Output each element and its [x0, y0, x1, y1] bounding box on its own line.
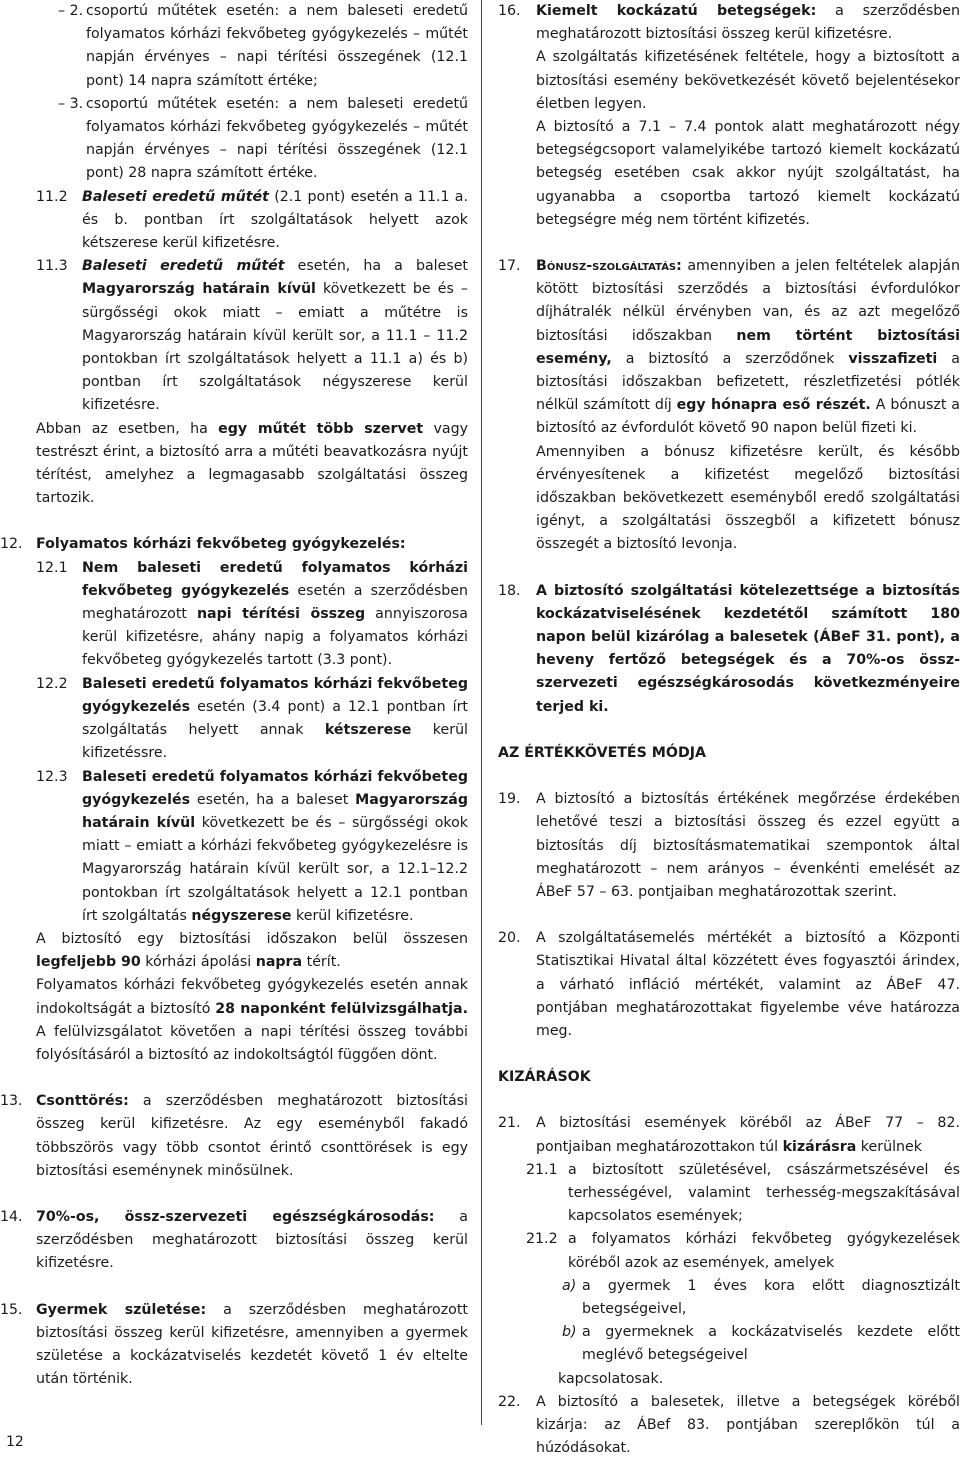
section-18: 18. A biztosító szolgáltatási kötelezettsége a biztosítás kockázatviselésének kezdetétől számított 180 napon belül kizárólag a balesetek (ÁBeF 31. pont), a heveny fertőző betegségek és a 70%-os össz-szervezeti egészségkárosodás következményeire terjed ki.: [498, 582, 960, 715]
section-12: 12. Folyamatos kórházi fekvőbeteg gyógykezelés:: [0, 536, 406, 553]
section-21-2-b: b) a gyermeknek a kockázatviselés kezdete előtt meglévő betegségeivel: [562, 1324, 960, 1364]
list-item-dash-2: – 2. csoportú műtétek esetén: a nem baleseti eredetű folyamatos kórházi fekvőbeteg gyógykezelés – műtét napján érvényes – napi térítési összegének (12.1 pont) 14 napra számított értéke;: [58, 3, 468, 89]
section-15: 15. Gyermek születése: a szerződésben meghatározott biztosítási összeg kerül kifizetésre, amennyiben a gyermek születése a kockázatviselés kezdetét követő 1 év eltelte után történik.: [0, 1301, 468, 1388]
section-12-1: 12.1 Nem baleseti eredetű folyamatos kórházi fekvőbeteg gyógykezelés esetén a szerződésben meghatározott napi térítési összeg annyiszorosa kerül kifizetésre, ahány napig a folyamatos kórházi fekvőbeteg gyógykezelés tartott (3.3 pont).: [36, 559, 468, 669]
heading-exclusions: KIZÁRÁSOK: [498, 1069, 591, 1086]
section-11-3: 11.3 Baleseti eredetű műtét esetén, ha a baleset Magyarország határain kívül következett be és – sürgősségi okok miatt – emiatt a műtétre is Magyarország határain kívül került sor, a 11.1 – 11.2 pontokban írt szolgáltatások helyett a 11.1 a) és b) pontban írt szolgáltatások négyszerese kerül kifizetésre.: [36, 258, 469, 414]
paragraph-max-days: A biztosító egy biztosítási időszakon belül összesen legfeljebb 90 kórházi ápolási napra térít.: [36, 930, 468, 971]
section-19: 19. A biztosító a biztosítás értékének megőrzése érdekében lehetővé teszi a biztosítási összeg és ezzel együtt a biztosítás díj biztosításmatematikai szempontok által meghatározott – nem arányos – évenkénti emelését az ÁBeF 57 – 63. pontjaiban meghatározottak szerint.: [498, 791, 960, 900]
section-21: 21. A biztosítási események köréből az ÁBeF 77 – 82. pontjaiban meghatározottakon túl kizárásra kerülnek: [498, 1115, 960, 1155]
section-12-3: 12.3 Baleseti eredetű folyamatos kórházi fekvőbeteg gyógykezelés esetén, ha a baleset Magyarország határain kívül következett be és – sürgősségi okok miatt – emiatt a kórházi fekvőbeteg gyógykezelésre is Magyarország határain kívül került sor, a 12.1–12.2 pontokban írt szolgáltatások helyett a 12.1 pontban írt szolgáltatás négyszerese kerül kifizetésre.: [36, 768, 468, 924]
section-21-2-a: a) a gyermek 1 éves kora előtt diagnosztizált betegségeivel,: [562, 1277, 960, 1317]
section-21-1: 21.1 a biztosított születésével, császármetszésével és terhességével, valamint terhesség-megszakításával kapcsolatos események;: [526, 1161, 960, 1225]
section-21-2-b-end: kapcsolatosak.: [558, 1370, 664, 1387]
column-divider: [481, 0, 482, 1425]
section-16: 16. Kiemelt kockázatú betegségek: a szerződésben meghatározott biztosítási összeg kerül kifizetésre. A szolgáltatás kifizetésének feltétele, hogy a biztosított a biztosítási esemény bekövetkezését követő bejelentésekor életben legyen. A biztosító a 7.1 – 7.4 pontok alatt meghatározott négy betegségcsoport valamelyikébe tartozó kiemelt kockázatú betegség esetében csak akkor nyújt szolgáltatást, ha ugyanabba a csoportba tartozó kiemelt kockázatú betegségre még nem történt kifizetés.: [498, 3, 960, 228]
heading-value-tracking: AZ ÉRTÉKKÖVETÉS MÓDJA: [498, 744, 706, 761]
section-22: 22. A biztosító a balesetek, illetve a betegségek köréből kizárja: az ÁBef 83. pontjában szereplőkön túl a húzódásokat.: [498, 1393, 960, 1457]
section-13: 13. Csonttörés: a szerződésben meghatározott biztosítási összeg kerül kifizetésre. Az egy eseményből fakadó többszörös vagy több csontot érintő csonttörések is egy biztosítási eseménynek minősülnek.: [0, 1093, 468, 1179]
section-12-2: 12.2 Baleseti eredetű folyamatos kórházi fekvőbeteg gyógykezelés esetén (3.4 pont) a 12.1 pontban írt szolgáltatás helyett annak kétszerese kerül kifizetéssre.: [36, 675, 469, 762]
section-14: 14. 70%-os, össz-szervezeti egészségkárosodás: a szerződésben meghatározott biztosítási összeg kerül kifizetésre.: [0, 1208, 468, 1272]
section-21-2: 21.2 a folyamatos kórházi fekvőbeteg gyógykezelések köréből azok az események, amelyek: [526, 1231, 960, 1271]
page-number: 12: [6, 1434, 24, 1450]
section-20: 20. A szolgáltatásemelés mértékét a biztosító a Központi Statisztikai Hivatal által közzétett éves fogyasztói árindex, a várható infláció mértékét, valamint az ÁBeF 47. pontjában meghatározottakat figyelembe véve határozza meg.: [498, 930, 960, 1039]
left-column: [0, 0, 469, 1391]
right-column: [498, 0, 960, 1460]
paragraph-review: Folyamatos kórházi fekvőbeteg gyógykezelés esetén annak indokoltságát a biztosító 28 naponként felülvizsgálhatja. A felülvizsgálatot követően a napi térítési összeg további folyósításáról a biztosító az indokoltságtól függően dönt.: [36, 977, 468, 1063]
list-item-dash-3: – 3. csoportú műtétek esetén: a nem baleseti eredetű folyamatos kórházi fekvőbeteg gyógykezelés – műtét napján érvényes – napi térítési összegének (12.1 pont) 28 napra számított értéke.: [58, 95, 468, 182]
paragraph-abban: Abban az esetben, ha egy műtét több szervet vagy testrészt érint, a biztosító arra a műtéti beavatkozásra nyújt térítést, amelyhez a legmagasabb szolgáltatási összeg tartozik.: [36, 420, 468, 507]
section-11-2: 11.2 Baleseti eredetű műtét (2.1 pont) esetén a 11.1 a. és b. pontban írt szolgáltatások helyett azok kétszerese kerül kifizetésre.: [36, 188, 468, 252]
section-17: 17. Bónusz-szolgáltatás: amennyiben a jelen feltételek alapján kötött biztosítási szerződés a biztosítási évfordulókor díjhátralék nélkül érvényben van, és az azt megelőző biztosítási időszakban nem történt biztosítási esemény, a biztosító a szerződőnek visszafizeti a biztosítási időszakban befizetett, részletfizetési pótlék nélkül számított díj egy hónapra eső részét. A bónuszt a biztosító az évfordulót követő 90 napon belül fizeti ki. Amennyiben a bónusz kifizetésre került, és később érvényesítenek a kifizetést megelőző biztosítási időszakban bekövetkezett eseményből eredő szolgáltatási igényt, a szolgáltatási összegből a kifizetett bónusz összegét a biztosító levonja.: [498, 258, 960, 553]
